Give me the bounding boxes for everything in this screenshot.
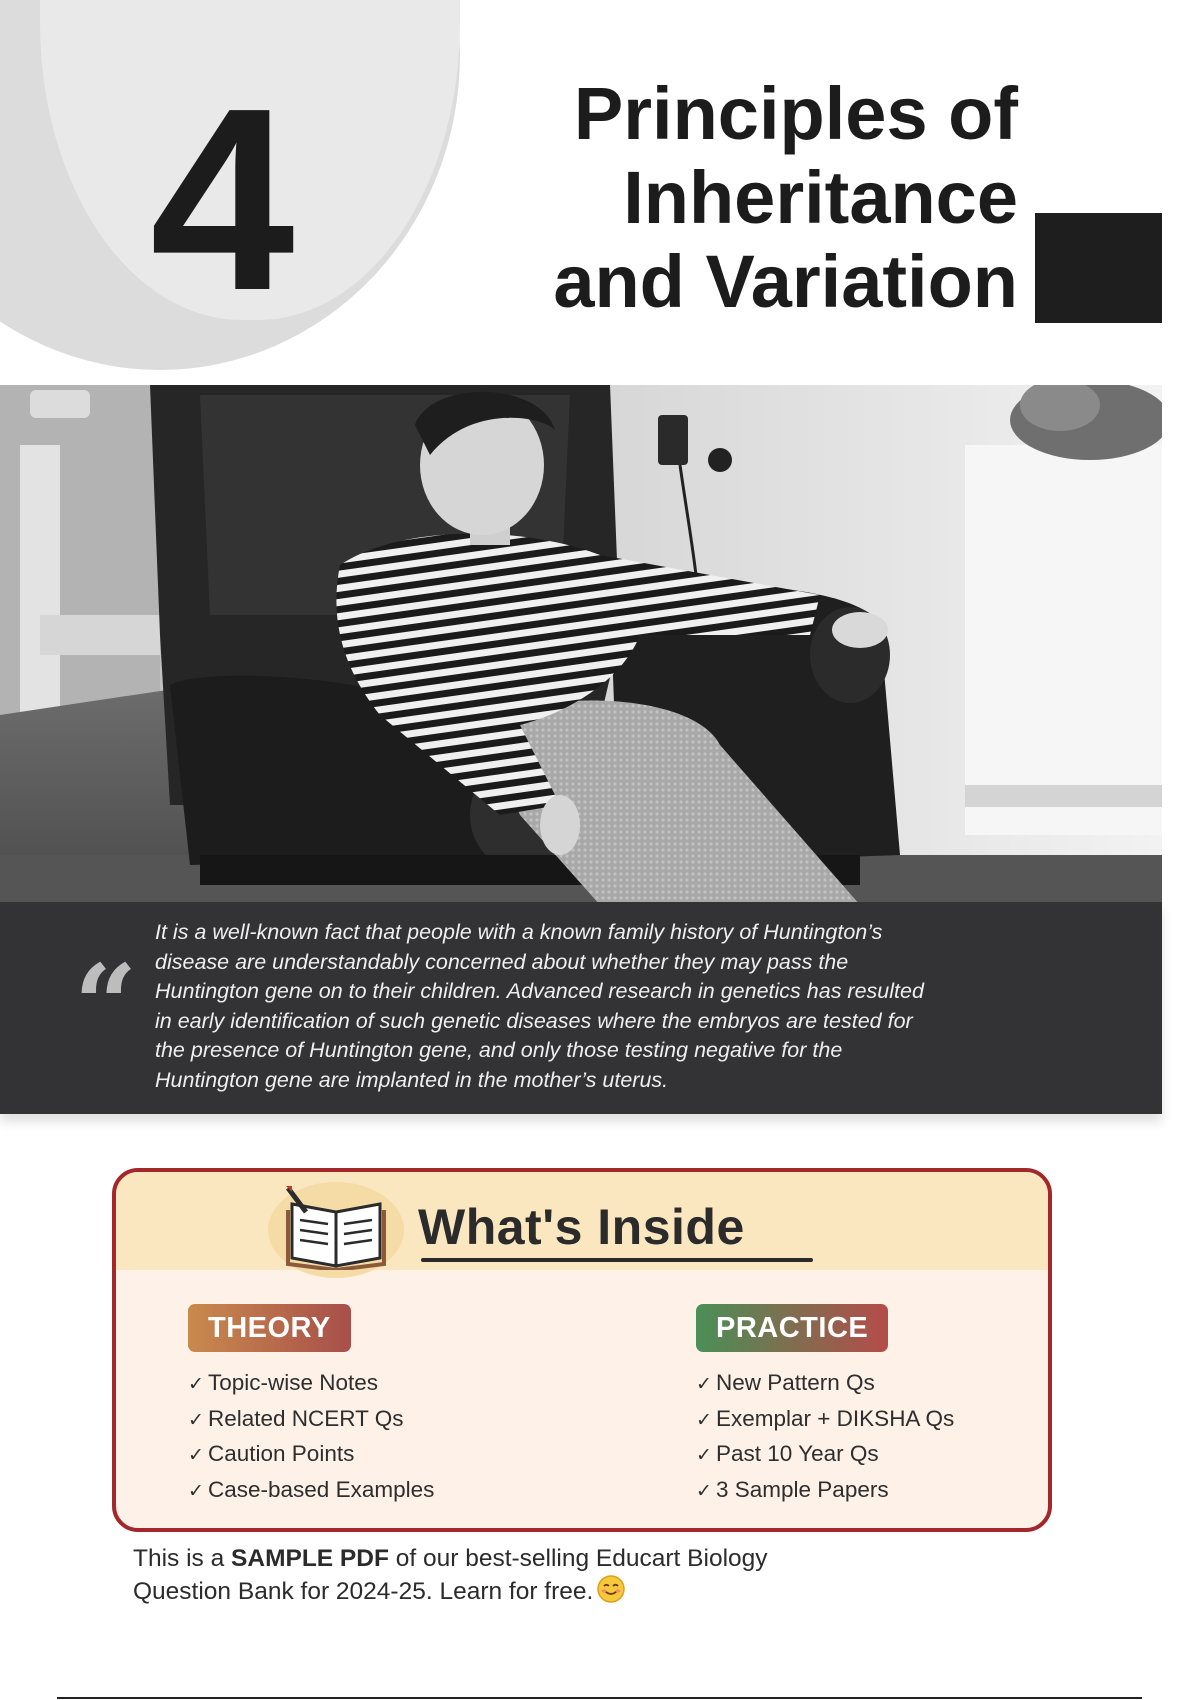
chapter-title bbox=[378, 72, 1018, 324]
quote-line: Huntington gene on to their children. Advanced research in genetics has resulted bbox=[155, 979, 924, 1003]
whats-inside-title: What's Inside bbox=[418, 1199, 745, 1255]
note-text: This is a bbox=[133, 1545, 232, 1572]
note-text: of our best-selling Educart Biology bbox=[388, 1545, 768, 1572]
quote-line: It is a well-known fact that people with a known family history of Huntington’s bbox=[155, 920, 883, 944]
list-item bbox=[696, 1473, 954, 1509]
quote-line: disease are understandably concerned about whether they may pass the bbox=[155, 949, 849, 974]
whats-inside-box bbox=[112, 1168, 1052, 1532]
chapter-photo bbox=[0, 385, 1162, 905]
quote-line: the presence of Huntington gene, and only those testing negative for the bbox=[155, 1038, 843, 1062]
decorative-corner-block bbox=[1035, 213, 1162, 323]
list-item-label: New Pattern Qs bbox=[716, 1370, 875, 1395]
title-underline bbox=[421, 1258, 813, 1262]
note-line bbox=[133, 1542, 1033, 1575]
list-item bbox=[696, 1402, 954, 1438]
list-item bbox=[188, 1402, 434, 1438]
theory-badge: THEORY bbox=[188, 1304, 351, 1352]
smiling-face-icon bbox=[597, 1575, 625, 1603]
list-item-label: Exemplar + DIKSHA Qs bbox=[716, 1405, 955, 1431]
quote-line: in early identification of such genetic diseases where the embryos are tested for bbox=[155, 1008, 913, 1033]
list-item-label: 3 Sample Papers bbox=[716, 1476, 889, 1502]
check-icon: ✓ bbox=[696, 1408, 712, 1431]
note-line bbox=[133, 1575, 1033, 1608]
open-book-icon bbox=[284, 1186, 388, 1270]
list-item-label: Related NCERT Qs bbox=[208, 1405, 404, 1431]
check-icon: ✓ bbox=[188, 1444, 204, 1466]
photo-person-in-armchair-icon bbox=[0, 385, 1162, 905]
practice-badge: PRACTICE bbox=[696, 1304, 888, 1352]
check-icon: ✓ bbox=[696, 1444, 712, 1466]
quote-line: Huntington gene are implanted in the mother’s uterus. bbox=[155, 1067, 669, 1092]
list-item-label: Past 10 Year Qs bbox=[716, 1441, 879, 1466]
chapter-header bbox=[0, 0, 1200, 380]
list-item bbox=[188, 1473, 434, 1509]
chapter-number: 4 bbox=[150, 55, 289, 345]
practice-list bbox=[696, 1366, 954, 1508]
note-text: Question Bank for 2024-25. Learn for free. bbox=[133, 1578, 594, 1605]
theory-list bbox=[188, 1366, 434, 1508]
list-item-label: Caution Points bbox=[208, 1441, 355, 1466]
check-icon: ✓ bbox=[188, 1408, 204, 1431]
quote-mark-icon: “ bbox=[74, 940, 138, 1069]
practice-column bbox=[696, 1304, 954, 1508]
chapter-title-line: Principles of bbox=[573, 72, 1018, 155]
list-item-label: Case-based Examples bbox=[208, 1476, 435, 1502]
sample-pdf-note bbox=[133, 1542, 1033, 1608]
list-item bbox=[188, 1366, 434, 1402]
check-icon: ✓ bbox=[696, 1373, 712, 1395]
footer-divider bbox=[57, 1697, 1142, 1699]
check-icon: ✓ bbox=[188, 1373, 204, 1395]
note-emphasis: SAMPLE PDF bbox=[231, 1545, 389, 1572]
chapter-title-line: and Variation bbox=[553, 240, 1018, 323]
check-icon: ✓ bbox=[696, 1479, 712, 1502]
list-item bbox=[696, 1366, 954, 1402]
list-item bbox=[188, 1437, 434, 1473]
check-icon: ✓ bbox=[188, 1479, 204, 1502]
list-item-label: Topic-wise Notes bbox=[208, 1370, 379, 1395]
chapter-title-line: Inheritance bbox=[623, 156, 1018, 239]
chapter-quote bbox=[155, 918, 1085, 1095]
list-item bbox=[696, 1437, 954, 1473]
theory-column bbox=[188, 1304, 434, 1508]
